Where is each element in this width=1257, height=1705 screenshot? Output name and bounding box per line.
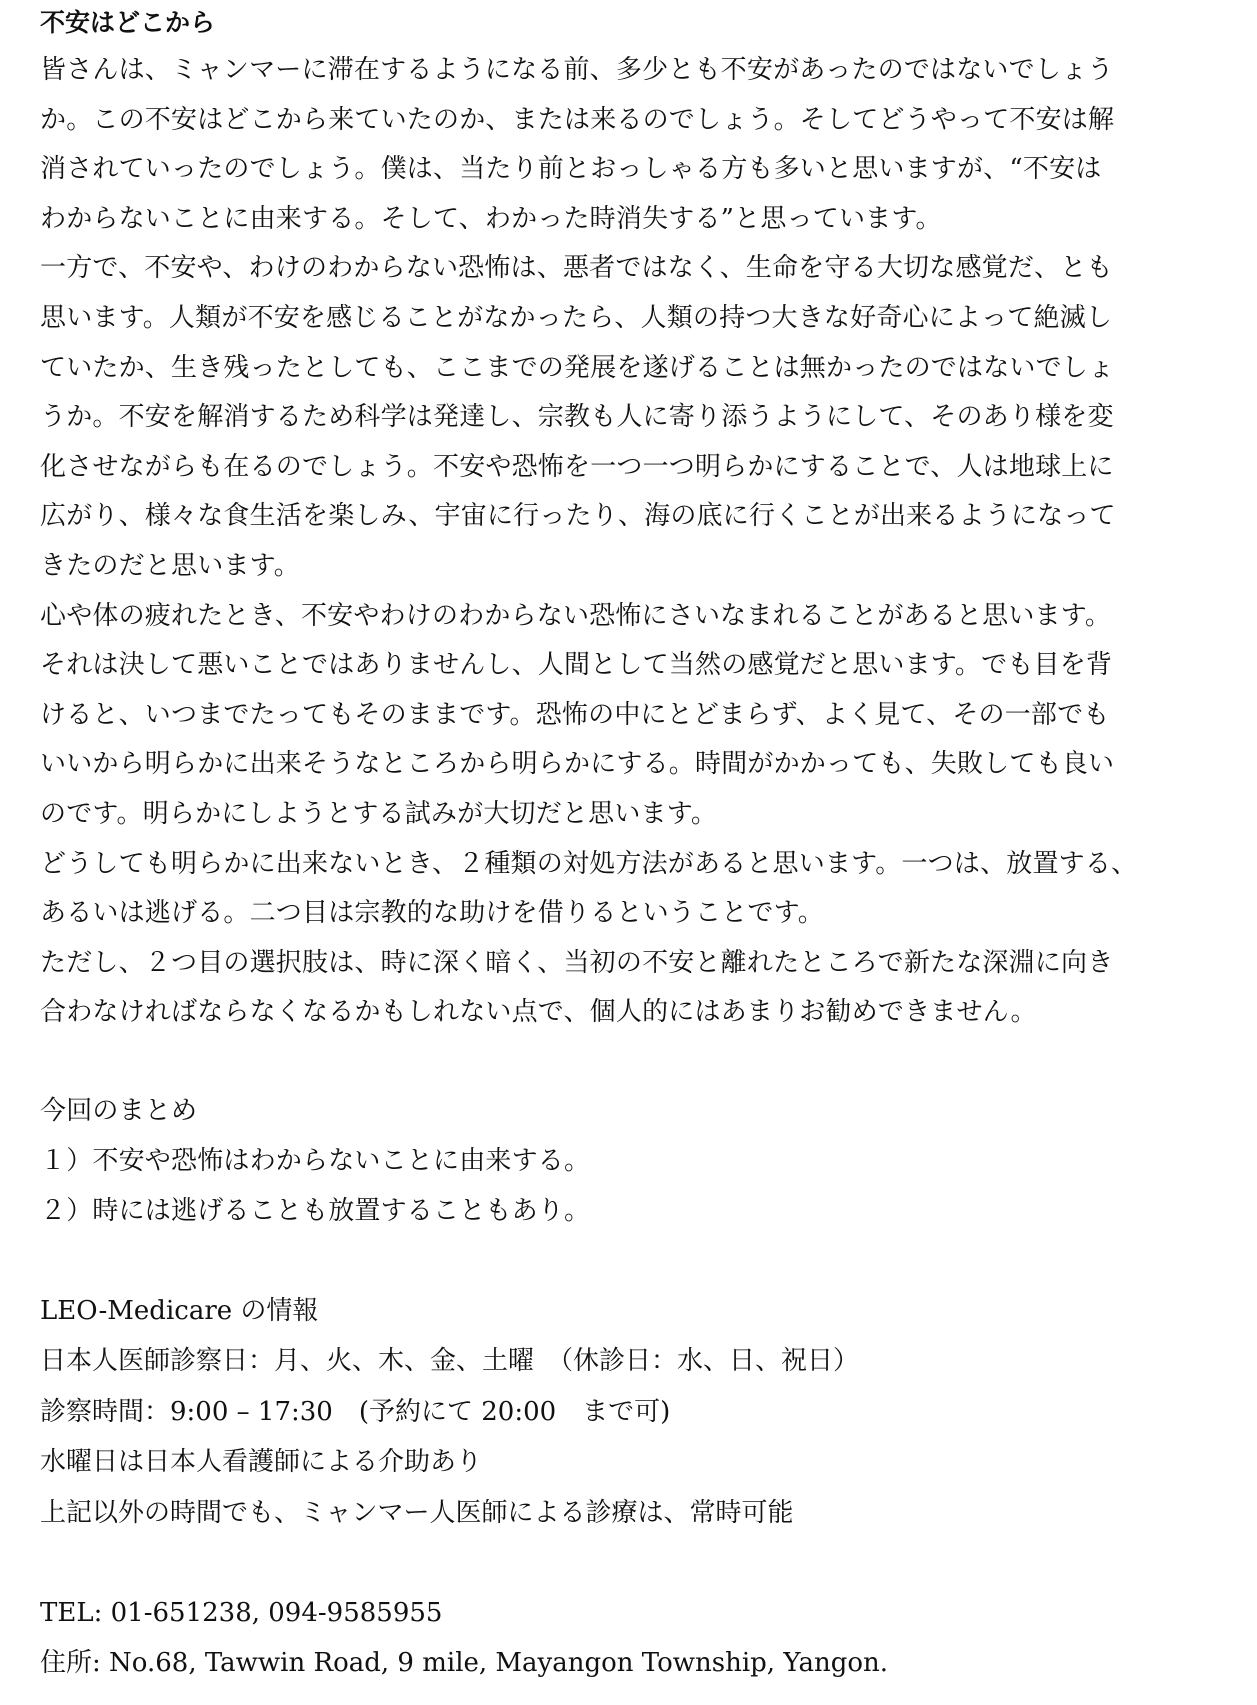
- body-line: それは決して悪いことではありませんし、人間として当然の感覚だと思います。でも目を背: [40, 650, 1113, 681]
- summary-section: [40, 1087, 1230, 1236]
- body-line: のです。明らかにしようとする試みが大切だと思います。: [40, 798, 718, 829]
- body-line: あるいは逃げる。二つ目は宗教的な助けを借りるということです。: [40, 898, 824, 929]
- info-line: 水曜日は日本人看護師による介助あり: [40, 1447, 483, 1478]
- body-line: 皆さんは、ミャンマーに滞在するようになる前、多少とも不安があったのではないでしょう: [40, 55, 1114, 85]
- summary-item: ２）時には逃げることも放置することもあり。: [40, 1195, 591, 1226]
- body-line: ていたか、生き残ったとしても、ここまでの発展を遂げることは無かったのではないでしょ: [40, 352, 1115, 383]
- article-title: 不安はどこから: [40, 8, 216, 37]
- spacer: [40, 1236, 1230, 1286]
- spacer: [40, 1038, 1230, 1088]
- body-line: うか。不安を解消するため科学は発達し、宗教も人に寄り添うようにして、そのあり様を変: [40, 402, 1114, 433]
- address-line: 住所: No.68, Tawwin Road, 9 mile, Mayangon Township, Yangon.: [40, 1648, 889, 1679]
- body-line: けると、いつまでたってもそのままです。恐怖の中にとどまらず、よく見て、その一部でも: [40, 699, 1110, 730]
- body-line: 思います。人類が不安を感じることがなかったら、人類の持つ大きな好奇心によって絶滅し: [40, 302, 1113, 333]
- contact-section: [40, 1588, 1230, 1689]
- info-line: 日本人医師診察日：月、火、木、金、土曜 （休診日：水、日、祝日）: [40, 1346, 860, 1377]
- tel-line: TEL: 01-651238, 094-9585955: [40, 1597, 443, 1628]
- body-line: どうしても明らかに出来ないとき、２種類の対処方法があると思います。一つは、放置する、: [40, 848, 1138, 879]
- body-line: 一方で、不安や、わけのわからない恐怖は、悪者ではなく、生命を守る大切な感覚だ、とも: [40, 253, 1113, 284]
- body-line: いいから明らかに出来そうなところから明らかにする。時間がかかっても、失敗しても良い: [40, 749, 1115, 780]
- document-page: [40, 0, 1230, 1689]
- clinic-info-section: [40, 1286, 1230, 1539]
- summary-item: １）不安や恐怖はわからないことに由来する。: [40, 1146, 591, 1177]
- summary-heading: 今回のまとめ: [40, 1096, 198, 1127]
- body-line: きたのだと思います。: [40, 550, 300, 581]
- info-line: 診察時間：9:00 – 17:30 (予約にて 20:00 まで可): [40, 1396, 671, 1427]
- body-line: 消されていったのでしょう。僕は、当たり前とおっしゃる方も多いと思いますが、“不安は: [40, 154, 1102, 185]
- body-line: か。この不安はどこから来ていたのか、または来るのでしょう。そしてどうやって不安は解: [40, 104, 1115, 135]
- body-line: 広がり、様々な食生活を楽しみ、宇宙に行ったり、海の底に行くことが出来るようになって: [40, 501, 1116, 532]
- body-line: ただし、２つ目の選択肢は、時に深く暗く、当初の不安と離れたところで新たな深淵に向き: [40, 947, 1114, 978]
- body-line: 心や体の疲れたとき、不安やわけのわからない恐怖にさいなまれることがあると思います。: [40, 600, 1112, 631]
- info-heading: LEO-Medicare の情報: [40, 1295, 319, 1326]
- body-line: 合わなければならなくなるかもしれない点で、個人的にはあまりお勧めできません。: [40, 997, 1037, 1028]
- article-body: [40, 46, 1230, 1038]
- body-line: 化させながらも在るのでしょう。不安や恐怖を一つ一つ明らかにすることで、人は地球上に: [40, 451, 1114, 482]
- spacer: [40, 1538, 1230, 1588]
- body-line: わからないことに由来する。そして、わかった時消失する”と思っています。: [40, 203, 942, 234]
- info-line: 上記以外の時間でも、ミャンマー人医師による診療は、常時可能: [40, 1497, 794, 1528]
